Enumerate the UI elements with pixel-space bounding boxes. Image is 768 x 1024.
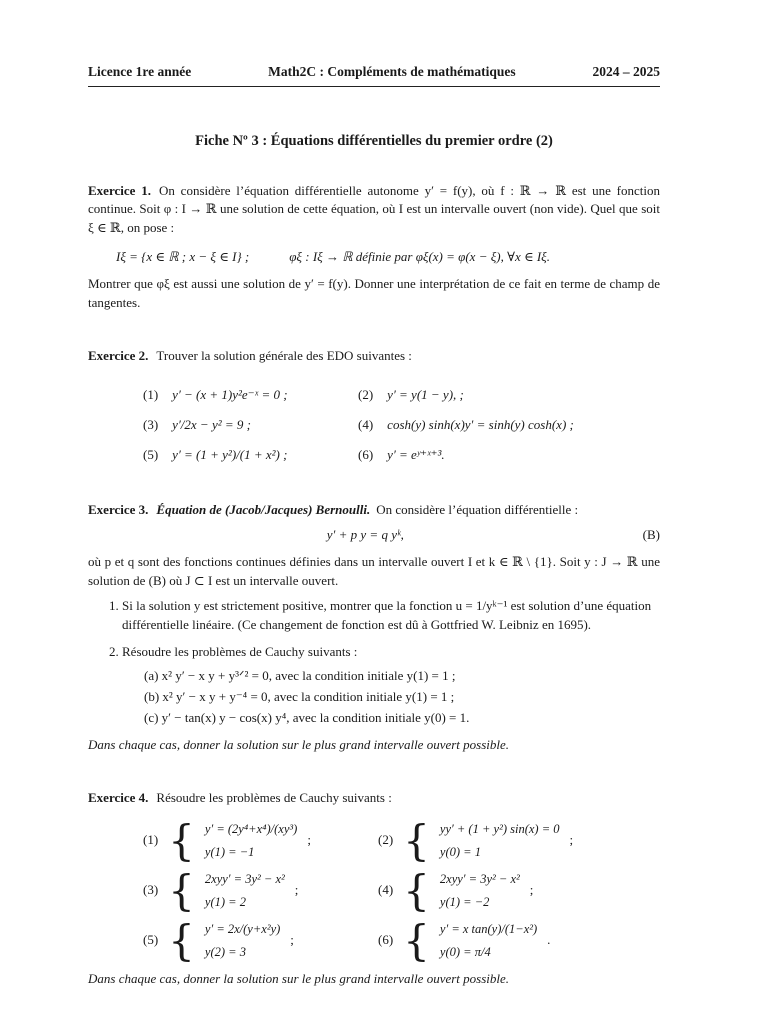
system-punctuation: ; (529, 882, 534, 898)
equation-item (143, 413, 358, 437)
cauchy-item: (a) x² y′ − x y + y³ᐟ² = 0, avec la condition initiale y(1) = 1 ; (144, 668, 456, 684)
left-brace-icon: { (168, 915, 195, 965)
cauchy-system (143, 915, 378, 965)
bernoulli-equation-text: y′ + p y = q yᵏ, (326, 527, 404, 543)
exercise-4 (88, 789, 660, 989)
system-equation: yy′ + (1 + y²) sin(x) = 0 (439, 822, 560, 837)
system-initial-condition: y(1) = 2 (204, 894, 246, 909)
system-equation: y′ = (2y⁴+x⁴)/(xy³) (204, 822, 298, 837)
system-equation: y′ = 2x/(y+x²y) (204, 922, 281, 937)
exercise-1-display (116, 248, 660, 267)
exercise-2-equations (143, 383, 660, 467)
question-text: Résoudre les problèmes de Cauchy suivants : (122, 643, 358, 659)
exercise-4-label: Exercice 4. (88, 789, 149, 805)
exercise-3 (88, 501, 660, 754)
cauchy-system (143, 815, 378, 865)
system-tag: (4) (378, 882, 394, 898)
system-initial-condition: y(1) = −1 (204, 844, 255, 859)
system-punctuation: ; (569, 832, 574, 848)
exercise-3-subtitle: Équation de (Jacob/Jacques) Bernoulli. (156, 502, 371, 518)
equation-item (143, 383, 358, 407)
bernoulli-equation (88, 526, 660, 545)
equation-text: y′ − (x + 1)y²e⁻ˣ = 0 ; (172, 387, 288, 403)
exercise-2-label: Exercice 2. (88, 347, 149, 363)
system-initial-condition: y(2) = 3 (204, 944, 246, 959)
equation-text: y′ = y(1 − y), ; (387, 387, 464, 403)
exercise-3-context: où p et q sont des fonctions continues définies dans un intervalle ouvert I et k ∈ ℝ \ {1}. Soit y : J → ℝ une solution de (B) où J ⊂ I est un intervalle ouvert. (88, 554, 660, 589)
equation-tag: (6) (358, 447, 374, 463)
exercise-1-label: Exercice 1. (88, 182, 151, 198)
exercise-1-question: Montrer que φξ est aussi une solution de y′ = f(y). Donner une interprétation de ce fait en terme de champ de tangentes. (88, 275, 660, 310)
equation-item (143, 443, 358, 467)
header-center: Math2C : Compléments de mathématiques (268, 64, 516, 79)
left-brace-icon: { (403, 915, 430, 965)
exercise-3-note: Dans chaque cas, donner la solution sur le plus grand intervalle ouvert possible. (88, 736, 510, 752)
system-punctuation: ; (290, 932, 294, 948)
cauchy-problems (122, 667, 660, 728)
cauchy-item: (c) y′ − tan(x) y − cos(x) y⁴, avec la condition initiale y(0) = 1. (144, 710, 470, 726)
exercise-2-text: Trouver la solution générale des EDO suivantes : (156, 347, 412, 363)
system-punctuation: ; (307, 832, 311, 848)
exercise-1 (88, 182, 660, 313)
exercise-4-systems (143, 815, 660, 965)
system-equation: 2xyy′ = 3y² − x² (204, 872, 285, 887)
exercise-4-text: Résoudre les problèmes de Cauchy suivants : (156, 789, 392, 805)
page-header (88, 62, 660, 82)
sheet-title: Fiche Nº 3 : Équations différentielles du premier ordre (2) (195, 132, 553, 149)
question-item (122, 643, 660, 728)
system-initial-condition: y(0) = 1 (439, 844, 481, 859)
equation-tag: (1) (143, 387, 159, 403)
equation-text: y′ = eʸ⁺ˣ⁺³. (387, 447, 445, 463)
system-tag: (1) (143, 832, 159, 848)
exercise-3-text: On considère l’équation différentielle : (376, 502, 579, 518)
equation-tag: (3) (143, 417, 159, 433)
bernoulli-equation-tag: (B) (642, 527, 660, 543)
equation-tag: (2) (358, 387, 374, 403)
exercise-3-label: Exercice 3. (88, 502, 149, 518)
exercise-1-display-right: φξ : Iξ → ℝ définie par φξ(x) = φ(x − ξ), ∀x ∈ Iξ. (289, 249, 551, 265)
system-punctuation: . (547, 932, 551, 948)
cauchy-system (378, 815, 660, 865)
equation-tag: (5) (143, 447, 159, 463)
equation-item (358, 443, 660, 467)
left-brace-icon: { (168, 865, 195, 915)
system-tag: (2) (378, 832, 394, 848)
left-brace-icon: { (403, 865, 430, 915)
system-tag: (5) (143, 932, 159, 948)
equation-text: y′/2x − y² = 9 ; (172, 417, 251, 433)
equation-item (358, 413, 660, 437)
cauchy-system (378, 915, 660, 965)
exercise-1-text: On considère l’équation différentielle autonome y′ = f(y), où f : ℝ → ℝ est une fonction continue. Soit φ : I → ℝ une solution de cette équation, où I est un intervalle ouvert (non vide). Quel que soit ξ ∈ ℝ, on pose : (88, 182, 660, 236)
cauchy-system (143, 865, 378, 915)
exercise-2 (88, 347, 660, 468)
exercise-1-display-left: Iξ = {x ∈ ℝ ; x − ξ ∈ I} ; (116, 249, 250, 265)
system-equation: y′ = x tan(y)/(1−x²) (439, 922, 538, 937)
system-tag: (6) (378, 932, 394, 948)
header-left: Licence 1re année (88, 64, 192, 79)
header-rule (88, 86, 660, 87)
cauchy-item: (b) x² y′ − x y + y⁻⁴ = 0, avec la condition initiale y(1) = 1 ; (144, 689, 455, 705)
header-right: 2024 – 2025 (592, 64, 660, 79)
equation-tag: (4) (358, 417, 374, 433)
system-equation: 2xyy′ = 3y² − x² (439, 872, 520, 887)
left-brace-icon: { (403, 815, 430, 865)
system-initial-condition: y(0) = π/4 (439, 944, 491, 959)
document-page (88, 62, 660, 988)
exercise-4-note: Dans chaque cas, donner la solution sur le plus grand intervalle ouvert possible. (88, 970, 510, 986)
equation-item (358, 383, 660, 407)
question-item: 1. Si la solution y est strictement positive, montrer que la fonction u = 1/yᵏ⁻¹ est solution d’une équation différentielle linéaire. (Ce changement de fonction est dû à Gottfried W. Leibniz en 1695). (122, 597, 660, 635)
system-punctuation: ; (294, 882, 299, 898)
system-initial-condition: y(1) = −2 (439, 894, 490, 909)
left-brace-icon: { (168, 815, 195, 865)
system-tag: (3) (143, 882, 159, 898)
equation-text: cosh(y) sinh(x)y′ = sinh(y) cosh(x) ; (387, 417, 574, 433)
cauchy-system (378, 865, 660, 915)
equation-text: y′ = (1 + y²)/(1 + x²) ; (172, 447, 288, 463)
exercise-3-questions (88, 597, 660, 728)
